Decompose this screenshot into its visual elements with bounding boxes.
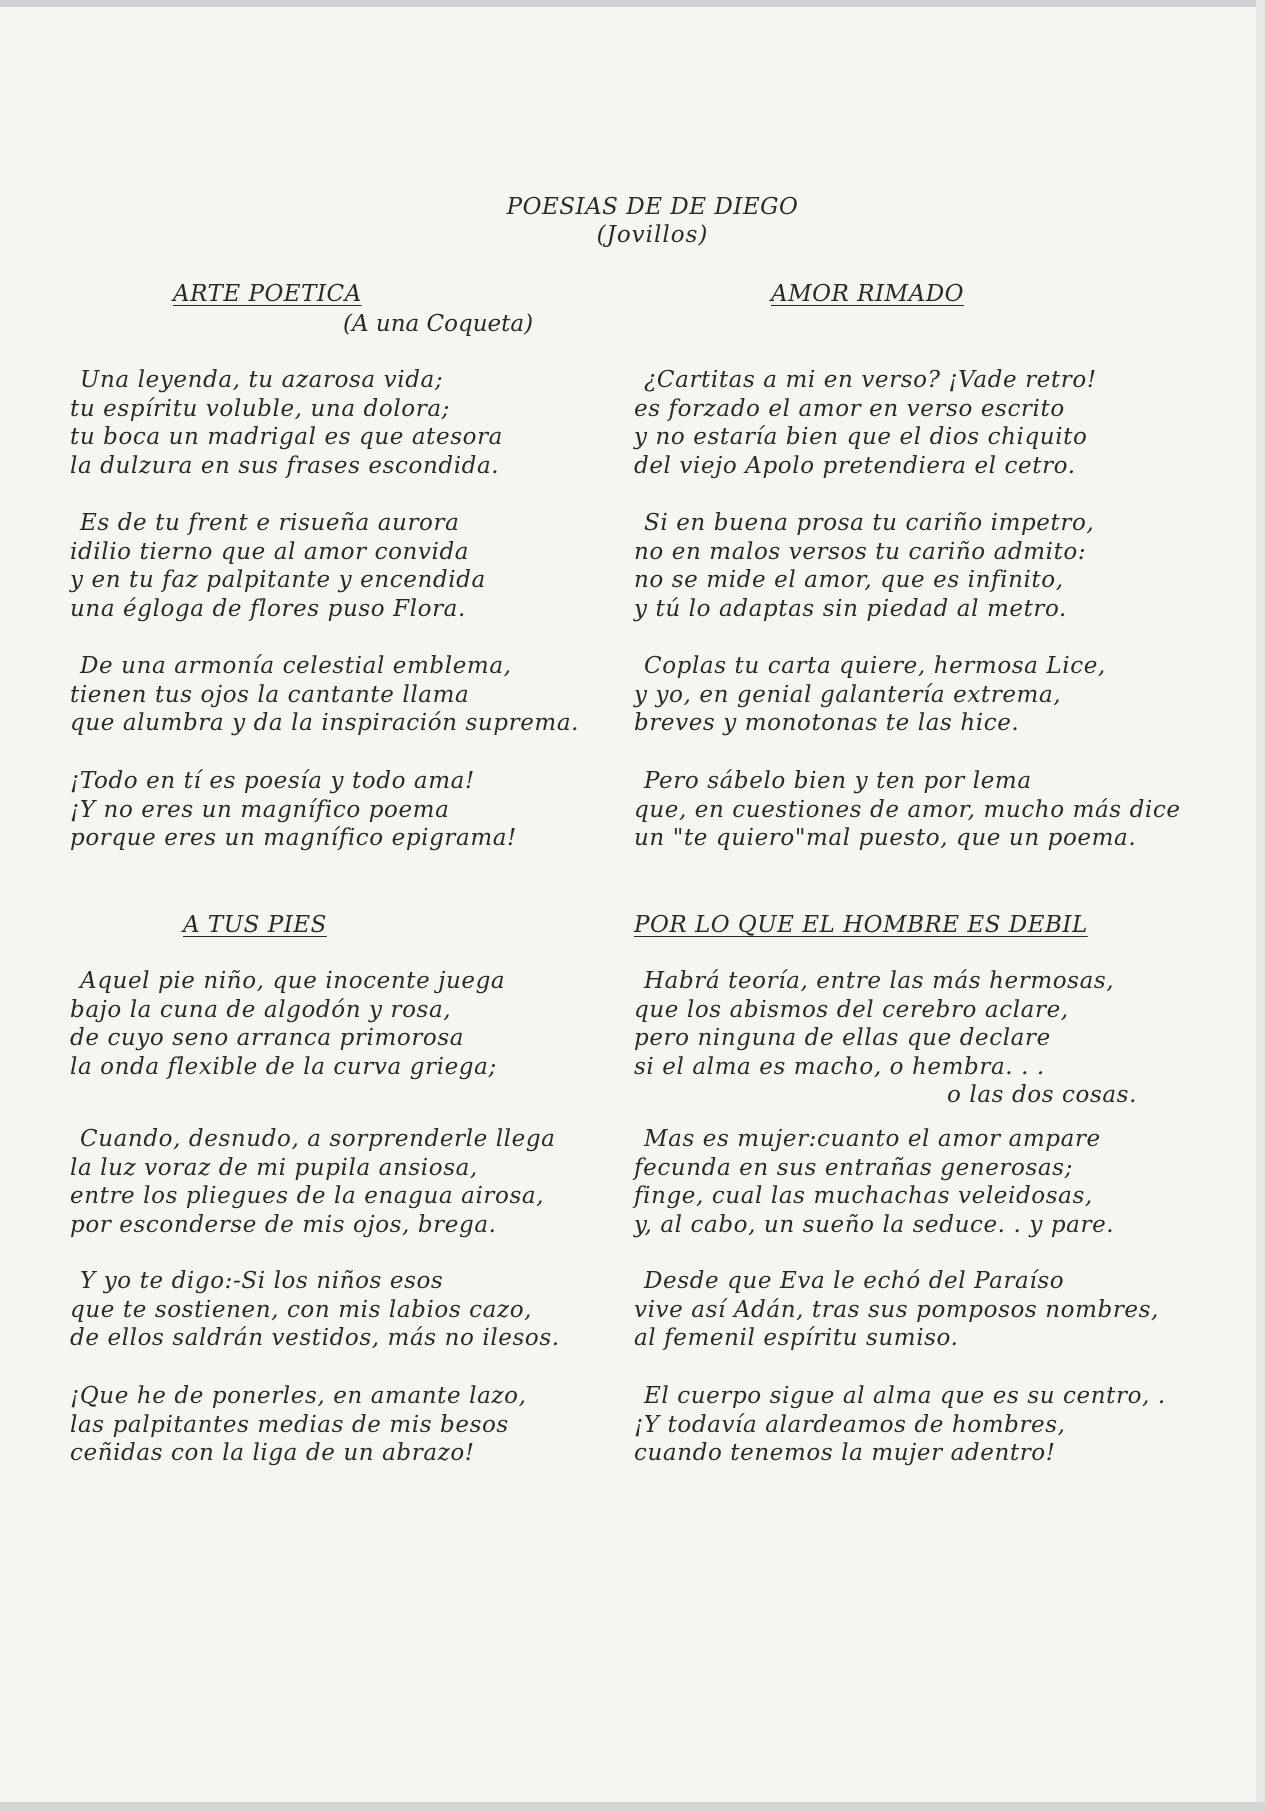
poem-title: ARTE POETICA xyxy=(173,281,362,307)
verse-line: ¡Todo en tí es poesía y todo ama! xyxy=(70,768,475,794)
verse-line: que los abismos del cerebro aclare, xyxy=(634,996,1069,1023)
verse-line: ¿Cartitas a mi en verso? ¡Vade retro! xyxy=(644,367,1097,393)
verse-line: y, al cabo, un sueño la seduce. . y pare. xyxy=(634,1211,1115,1238)
stanza-3 xyxy=(70,1267,560,1353)
verse-line: Una leyenda, tu azarosa vida; xyxy=(80,367,444,393)
stanza-1 xyxy=(70,366,503,480)
verse-line: que te sostienen, con mis labios cazo, xyxy=(70,1296,533,1323)
verse-line: porque eres un magnífico epigrama! xyxy=(70,825,517,851)
verse-line: ¡Y todavía alardeamos de hombres, xyxy=(634,1411,1066,1438)
page-top-edge xyxy=(0,0,1265,7)
verse-line: y yo, en genial galantería extrema, xyxy=(634,681,1062,708)
verse-line: que, en cuestiones de amor, mucho más dice xyxy=(634,796,1181,823)
verse-line: idilio tierno que al amor convida xyxy=(70,538,470,565)
stanza-3 xyxy=(634,1267,1159,1353)
poem-title: POR LO QUE EL HOMBRE ES DEBIL xyxy=(634,912,1088,938)
stanza-2 xyxy=(70,509,486,623)
verse-line: la dulzura en sus frases escondida. xyxy=(70,452,500,479)
poem-title: AMOR RIMADO xyxy=(771,281,965,307)
stanza-4 xyxy=(634,1382,1166,1468)
stanza-1 xyxy=(634,366,1097,480)
verse-line: ¡Y no eres un magnífico poema xyxy=(70,796,450,823)
stanza-1 xyxy=(70,967,505,1081)
verse-line: Mas es mujer:cuanto el amor ampare xyxy=(644,1126,1101,1152)
verse-line: Pero sábelo bien y ten por lema xyxy=(644,768,1032,794)
verse-line: tienen tus ojos la cantante llama xyxy=(70,681,470,708)
verse-line: cuando tenemos la mujer adentro! xyxy=(634,1440,1056,1466)
verse-line: tu espíritu voluble, una dolora; xyxy=(70,395,450,422)
verse-line: entre los pliegues de la enagua airosa, xyxy=(70,1183,545,1209)
stanza-2 xyxy=(634,509,1094,623)
verse-line: ¡Que he de ponerles, en amante lazo, xyxy=(70,1383,527,1409)
page-header xyxy=(0,193,1265,249)
verse-line: y en tu faz palpitante y encendida xyxy=(70,567,486,593)
stanza-1 xyxy=(634,967,1137,1110)
verse-line: El cuerpo sigue al alma que es su centro, . xyxy=(644,1383,1166,1409)
stanza-2 xyxy=(634,1125,1114,1239)
verse-line: que alumbra y da la inspiración suprema. xyxy=(70,710,580,736)
verse-line: y tú lo adaptas sin piedad al metro. xyxy=(634,595,1067,622)
verse-line: tu boca un madrigal es que atesora xyxy=(70,424,503,450)
poem-dedication: (A una Coqueta) xyxy=(343,311,534,337)
verse-line: fecunda en sus entrañas generosas; xyxy=(634,1154,1073,1181)
verse-line: Cuando, desnudo, a sorprenderle llega xyxy=(80,1126,556,1152)
stanza-3 xyxy=(634,652,1106,738)
stanza-4 xyxy=(70,767,517,853)
verse-line: De una armonía celestial emblema, xyxy=(80,653,512,679)
verse-line: Y yo te digo:-Si los niños esos xyxy=(80,1268,444,1294)
page-bottom-edge xyxy=(0,1802,1265,1812)
verse-line: al femenil espíritu sumiso. xyxy=(634,1325,959,1351)
verse-line: la luz voraz de mi pupila ansiosa, xyxy=(70,1154,478,1181)
verse-line: finge, cual las muchachas veleidosas, xyxy=(634,1183,1093,1209)
verse-line: Aquel pie niño, que inocente juega xyxy=(80,968,506,994)
page-title: POESIAS DE DE DIEGO xyxy=(506,194,799,220)
verse-line: del viejo Apolo pretendiera el cetro. xyxy=(634,452,1076,479)
stanza-2 xyxy=(70,1125,555,1239)
verse-line: es forzado el amor en verso escrito xyxy=(634,395,1065,422)
verse-line: la onda flexible de la curva griega; xyxy=(70,1053,497,1080)
verse-line: Desde que Eva le echó del Paraíso xyxy=(644,1268,1065,1294)
verse-line: Habrá teoría, entre las más hermosas, xyxy=(644,968,1115,994)
verse-line: no se mide el amor, que es infinito, xyxy=(634,567,1064,593)
verse-line: Si en buena prosa tu cariño impetro, xyxy=(644,510,1095,536)
verse-line: una égloga de flores puso Flora. xyxy=(70,595,466,622)
verse-line: un "te quiero"mal puesto, que un poema. xyxy=(634,825,1137,851)
page-right-edge xyxy=(1256,0,1265,1812)
verse-line: ceñidas con la liga de un abrazo! xyxy=(70,1440,475,1466)
stanza-4 xyxy=(634,767,1181,853)
verse-line: Es de tu frent e risueña aurora xyxy=(80,510,460,536)
stanza-4 xyxy=(70,1382,527,1468)
stanza-3 xyxy=(70,652,579,738)
verse-line: vive así Adán, tras sus pomposos nombres, xyxy=(634,1296,1159,1323)
verse-line: Coplas tu carta quiere, hermosa Lice, xyxy=(644,653,1106,679)
verse-line: las palpitantes medias de mis besos xyxy=(70,1411,509,1438)
verse-line: de cuyo seno arranca primorosa xyxy=(70,1025,465,1051)
verse-line: o las dos cosas. xyxy=(947,1082,1137,1108)
verse-line: bajo la cuna de algodón y rosa, xyxy=(70,996,452,1023)
verse-line: de ellos saldrán vestidos, más no ilesos. xyxy=(70,1325,560,1351)
verse-line: no en malos versos tu cariño admito: xyxy=(634,538,1087,565)
verse-line: pero ninguna de ellas que declare xyxy=(634,1025,1051,1051)
page-subtitle: (Jovillos) xyxy=(596,222,709,248)
verse-line: si el alma es macho, o hembra. . . xyxy=(634,1053,1045,1080)
poem-title: A TUS PIES xyxy=(183,912,327,938)
verse-line: por esconderse de mis ojos, brega. xyxy=(70,1211,497,1238)
verse-line: y no estaría bien que el dios chiquito xyxy=(634,424,1088,450)
verse-line: breves y monotonas te las hice. xyxy=(634,710,1020,736)
